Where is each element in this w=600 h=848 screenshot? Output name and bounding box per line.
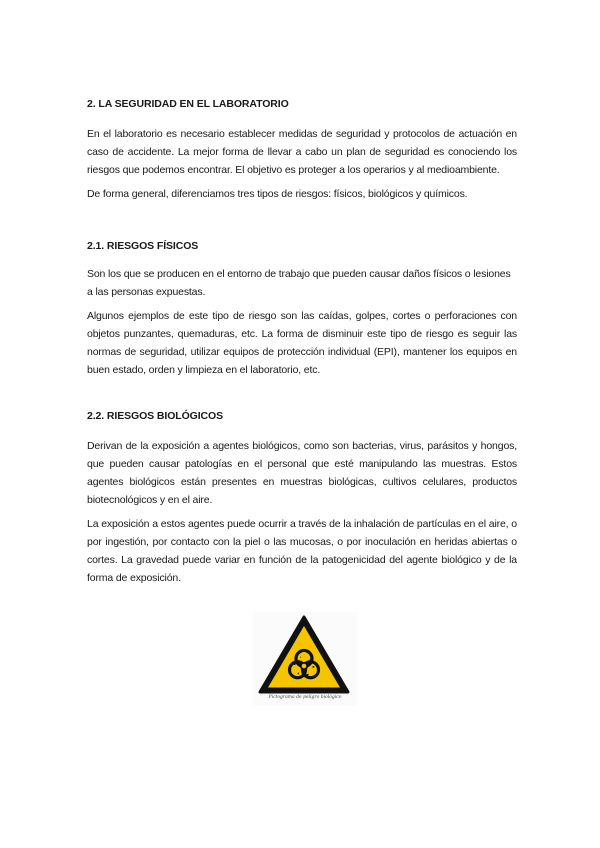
biohazard-figure [253,612,357,706]
biohazard-warning-icon [258,615,350,695]
physical-risks-paragraph-1: Son los que se producen en el entorno de trabajo que pueden causar daños físicos o lesiones a las personas expuestas. [87,268,511,298]
figure-caption: Pictograma de peligro biológico [268,695,342,700]
physical-risks-paragraph-2: Algunos ejemplos de este tipo de riesgo son las caídas, golpes, cortes o perforaciones con objetos punzantes, quemaduras, etc. La forma de disminuir este tipo de riesgo es seguir las normas de seguridad, utilizar equipos de protección individual (EPI), mantener los equipos en buen estado, orden y limpieza en el laboratorio, etc. [87,310,517,376]
biological-risks-paragraph-2: La exposición a estos agentes puede ocurrir a través de la inhalación de partículas en el aire, o por ingestión, por contacto con la piel o las mucosas, o por inoculación en heridas abiertas o cortes. La gravedad puede variar en función de la patogenicidad del agente biológico y de la forma de exposición. [87,518,517,584]
intro-paragraph: En el laboratorio es necesario establecer medidas de seguridad y protocolos de actuación en caso de accidente. La mejor forma de llevar a cabo un plan de seguridad es conociendo los riesgos que podemos encontrar. El objetivo es proteger a los operarios y al medioambiente. [87,128,517,176]
document-body [87,97,517,587]
general-paragraph: De forma general, diferenciamos tres tipos de riesgos: físicos, biológicos y químicos. [87,188,468,200]
physical-risks-title: 2.1. RIESGOS FÍSICOS [87,240,199,252]
section-title: 2. LA SEGURIDAD EN EL LABORATORIO [87,98,289,110]
biological-risks-paragraph-1: Derivan de la exposición a agentes biológicos, como son bacterias, virus, parásitos y hongos, que pueden causar patologías en el personal que esté manipulando las muestras. Estos agentes biológicos están presentes en muestras biológicas, cultivos celulares, productos biotecnológicos y en el aire. [87,440,517,506]
biological-risks-title: 2.2. RIESGOS BIOLÓGICOS [87,410,223,422]
